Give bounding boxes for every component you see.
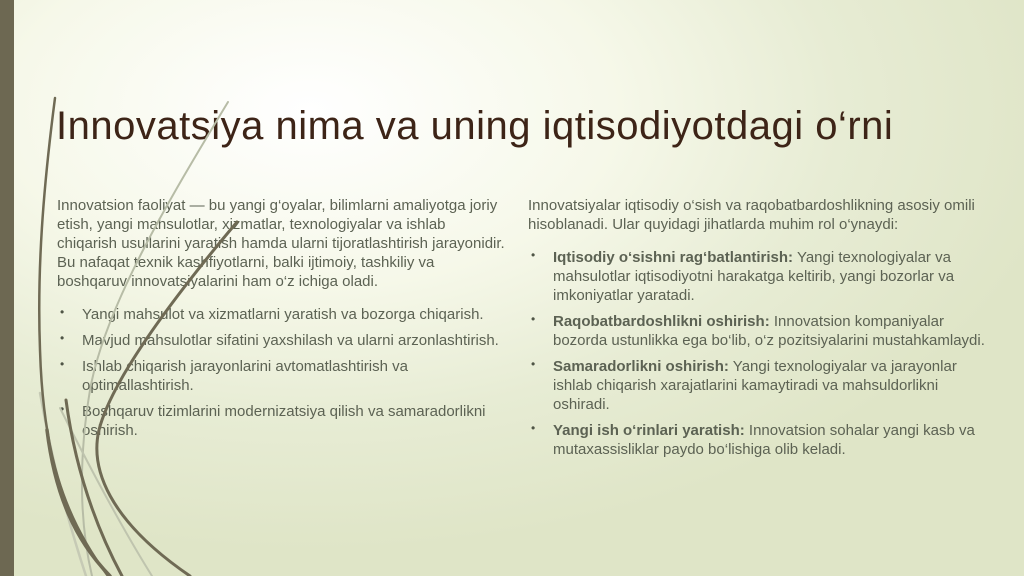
bullet-text: Mavjud mahsulotlar sifatini yaxshilash va ularni arzonlashtirish. xyxy=(82,332,499,349)
bullet-dot-icon: • xyxy=(60,357,65,371)
bullet-dot-icon: • xyxy=(60,331,65,345)
bullet-item xyxy=(528,248,994,305)
bullet-body: Yangi texnologiyalar va mahsulotlar iqtisodiyotni harakatga keltirib, yangi bozorlar va imkoniyatlar yaratadi. xyxy=(553,249,955,304)
bullet-dot-icon: • xyxy=(60,402,65,416)
left-bullet-list xyxy=(57,305,505,440)
bullet-lead-in: Samaradorlikni oshirish: xyxy=(553,358,729,375)
slide-title: Innovatsiya nima va uning iqtisodiyotdagi o‘rni xyxy=(56,104,894,148)
bullet-text xyxy=(553,313,985,349)
right-column xyxy=(528,196,994,466)
bullet-body: Yangi texnologiyalar va jarayonlar ishlab chiqarish xarajatlarini kamaytiradi va mahsuldorlikni oshiradi. xyxy=(553,358,957,413)
bullet-text: Boshqaruv tizimlarini modernizatsiya qilish va samaradorlikni oshirish. xyxy=(82,403,486,439)
reed-stem-dark xyxy=(47,430,110,576)
bullet-item xyxy=(57,402,505,440)
bullet-text xyxy=(553,249,954,304)
bullet-dot-icon: • xyxy=(531,421,536,435)
right-intro-paragraph: Innovatsiyalar iqtisodiy o‘sish va raqobatbardoshlikning asosiy omili hisoblanadi. Ular quyidagi jihatlarda muhim rol o‘ynaydi: xyxy=(528,197,975,233)
bullet-text xyxy=(553,422,975,458)
bullet-dot-icon: • xyxy=(531,357,536,371)
bullet-item xyxy=(57,357,505,395)
left-accent-bar xyxy=(0,0,14,576)
bullet-item xyxy=(528,421,994,459)
bullet-item xyxy=(57,305,505,324)
bullet-dot-icon: • xyxy=(531,248,536,262)
bullet-lead-in: Yangi ish o‘rinlari yaratish: xyxy=(553,422,745,439)
bullet-text xyxy=(553,358,957,413)
bullet-item xyxy=(57,331,505,350)
right-bullet-list xyxy=(528,248,994,459)
bullet-body: Innovatsion kompaniyalar bozorda ustunlikka ega bo‘lib, o‘z pozitsiyalarini mustahkamlaydi. xyxy=(553,313,985,349)
bullet-item xyxy=(528,312,994,350)
left-intro-paragraph: Innovatsion faoliyat — bu yangi g‘oyalar, bilimlarni amaliyotga joriy etish, yangi mahsulotlar, xizmatlar, texnologiyalar va ishlab chiqarish usullarini yaratish hamda ularni tijoratlashtirish jarayonidir. Bu nafaqat texnik kashfiyotlarni, balki ijtimoiy, tashkiliy va boshqaruv innovatsiyalarini ham o‘z ichiga oladi. xyxy=(57,197,505,290)
left-column xyxy=(57,196,505,447)
bullet-body: Innovatsion sohalar yangi kasb va mutaxassisliklar paydo bo‘lishiga olib keladi. xyxy=(553,422,975,458)
bullet-lead-in: Raqobatbardoshlikni oshirish: xyxy=(553,313,770,330)
bullet-text: Yangi mahsulot va xizmatlarni yaratish va bozorga chiqarish. xyxy=(82,306,484,323)
bullet-dot-icon: • xyxy=(60,305,65,319)
bullet-dot-icon: • xyxy=(531,312,536,326)
bullet-text: Ishlab chiqarish jarayonlarini avtomatlashtirish va optimallashtirish. xyxy=(82,358,408,394)
bullet-lead-in: Iqtisodiy o‘sishni rag‘batlantirish: xyxy=(553,249,794,266)
bullet-item xyxy=(528,357,994,414)
